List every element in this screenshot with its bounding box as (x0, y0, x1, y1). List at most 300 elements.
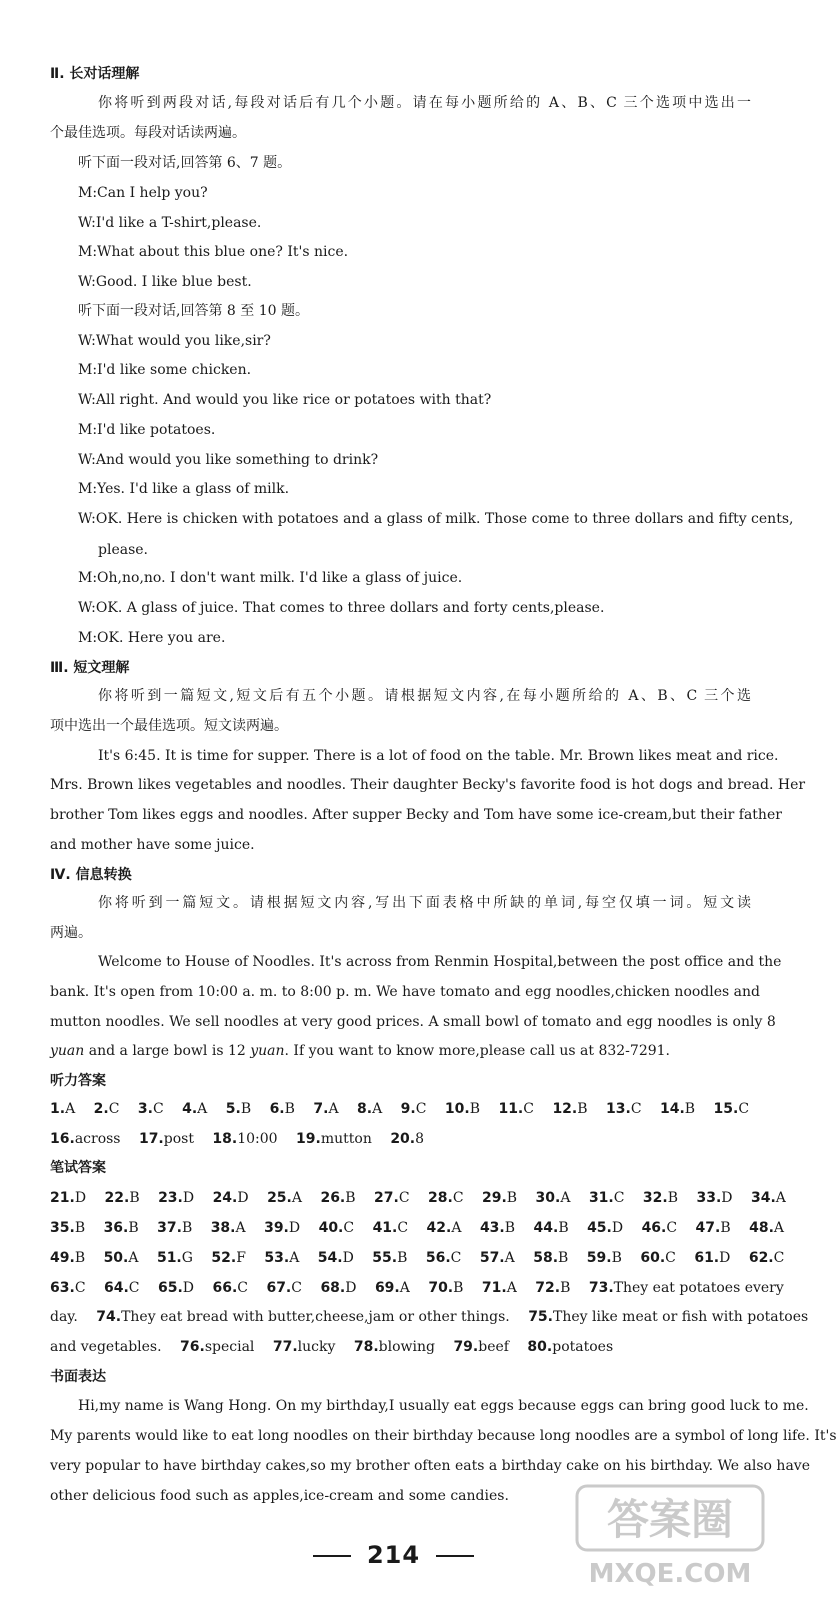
answer-number: 17. (138, 1131, 164, 1147)
answer-item (480, 1220, 515, 1236)
passage-line: and mother have some juice. (50, 837, 255, 853)
dialogue-intro: 听下面一段对话,回答第 6、7 题。 (78, 155, 292, 171)
answer-number: 12. (552, 1101, 578, 1117)
page-number-dash (436, 1555, 474, 1557)
answer-value: C (152, 1101, 164, 1117)
answer-item (157, 1220, 192, 1236)
answer-number: 36. (103, 1220, 129, 1236)
instruction-line: 项中选出一个最佳选项。短文读两遍。 (50, 718, 288, 734)
answer-item (606, 1101, 642, 1117)
answer-number: 18. (212, 1131, 238, 1147)
passage-line: It's 6:45. It is time for supper. There is a lot of food on the table. Mr. Brown likes meat and rice. (98, 748, 779, 764)
dialogue-line: W:What would you like,sir? (78, 333, 271, 349)
answer-item (226, 1101, 251, 1117)
answer-item (643, 1190, 678, 1206)
passage-line: bank. It's open from 10:00 a. m. to 8:00 p. m. We have tomato and egg noodles,chicken noodles and (50, 984, 760, 1000)
answer-value: B (684, 1101, 696, 1117)
answer-item (357, 1101, 382, 1117)
answer-value: D (342, 1250, 354, 1266)
answer-number: 71. (481, 1280, 507, 1296)
answer-value: B (284, 1101, 295, 1117)
answer-item (50, 1280, 86, 1296)
answer-value: D (288, 1220, 301, 1236)
answer-number: 2. (93, 1101, 109, 1117)
answer-item (104, 1220, 139, 1236)
essay-line: My parents would like to eat long noodles on their birthday because long noodles are a symbol of long life. It's (50, 1428, 837, 1444)
answer-number: 11. (498, 1101, 524, 1117)
dialogue-line: W:And would you like something to drink? (78, 452, 379, 468)
dialogue-intro: 听下面一段对话,回答第 8 至 10 题。 (78, 303, 309, 319)
answer-value: B (397, 1250, 408, 1266)
answer-value: D (74, 1190, 87, 1206)
dialogue-line: M:Yes. I'd like a glass of milk. (78, 481, 290, 497)
listening-answers-heading: 听力答案 (50, 1073, 106, 1089)
answer-value: C (237, 1280, 248, 1296)
answer-item (50, 1339, 162, 1355)
answer-number: 6. (269, 1101, 285, 1117)
answer-number: 66. (212, 1280, 238, 1296)
answer-value: C (128, 1280, 140, 1296)
answer-number: 79. (453, 1339, 479, 1355)
watermark-text-top: 答案圈 (606, 1495, 734, 1544)
answer-value: A (773, 1220, 785, 1236)
answer-number: 33. (696, 1190, 722, 1206)
answer-row (50, 1127, 751, 1153)
answer-item (373, 1220, 409, 1236)
answer-value: D (611, 1220, 624, 1236)
dialogue-line: W:OK. Here is chicken with potatoes and a glass of milk. Those come to three dollars and fifty cents, (78, 511, 794, 527)
answer-number: 50. (103, 1250, 129, 1266)
answer-value: D (237, 1190, 249, 1206)
answer-number: 60. (640, 1250, 666, 1266)
answer-value: C (291, 1280, 302, 1296)
answer-item (313, 1101, 338, 1117)
answer-number: 41. (372, 1220, 398, 1236)
answer-number: 8. (357, 1101, 373, 1117)
answer-value: B (504, 1220, 516, 1236)
instruction-line: 个最佳选项。每段对话读两遍。 (50, 125, 246, 141)
answer-value: and vegetables. (50, 1339, 162, 1355)
answer-value: across (74, 1131, 121, 1147)
answer-item (587, 1250, 622, 1266)
answer-number: 51. (156, 1250, 182, 1266)
answer-value: They eat potatoes every (613, 1280, 784, 1296)
answer-value: D (345, 1280, 357, 1296)
answer-item (589, 1280, 784, 1296)
instruction-line: 你将听到一篇短文,短文后有五个小题。请根据短文内容,在每小题所给的 A、B、C 三个选 (98, 688, 751, 704)
answer-number: 45. (587, 1220, 612, 1236)
answer-item (401, 1101, 427, 1117)
answer-item (94, 1101, 120, 1117)
answer-number: 74. (96, 1309, 122, 1325)
answer-number: 37. (157, 1220, 182, 1236)
dialogue-line: W:OK. A glass of juice. That comes to three dollars and forty cents,please. (78, 600, 605, 616)
passage-line: mutton noodles. We sell noodles at very good prices. A small bowl of tomato and egg noodles is only 8 (50, 1014, 776, 1030)
answer-row (50, 1305, 809, 1331)
answer-number: 29. (481, 1190, 507, 1206)
answer-number: 4. (182, 1101, 198, 1117)
answer-value: A (399, 1280, 410, 1296)
answer-value: C (74, 1280, 86, 1296)
section-heading-long-dialogue: Ⅱ. 长对话理解 (50, 66, 140, 82)
answer-value: B (453, 1280, 464, 1296)
answer-number: 52. (211, 1250, 237, 1266)
answer-value: A (197, 1101, 208, 1117)
answer-number: 27. (374, 1190, 399, 1206)
answer-value: D (721, 1190, 733, 1206)
answer-item (138, 1101, 164, 1117)
italic-word: yuan (250, 1043, 285, 1059)
answer-item (587, 1220, 623, 1236)
answer-value: lucky (297, 1339, 336, 1355)
answer-value: C (415, 1101, 427, 1117)
answer-item (50, 1309, 78, 1325)
answer-number: 68. (320, 1280, 346, 1296)
answer-item (535, 1280, 570, 1296)
answer-item (480, 1250, 515, 1266)
answer-value: F (236, 1250, 246, 1266)
passage-line: brother Tom likes eggs and noodles. After supper Becky and Tom have some ice-cream,but their father (50, 807, 782, 823)
answer-value: B (240, 1101, 252, 1117)
answer-number: 9. (400, 1101, 416, 1117)
answer-number: 61. (694, 1250, 720, 1266)
dialogue-line: W:Good. I like blue best. (78, 274, 252, 290)
dialogue-line-continued: please. (98, 542, 148, 558)
answer-value: special (204, 1339, 255, 1355)
answer-item (527, 1339, 613, 1355)
section-heading-info-transfer: Ⅳ. 信息转换 (50, 867, 132, 883)
dialogue-line: M:What about this blue one? It's nice. (78, 244, 349, 260)
answer-value: C (452, 1190, 464, 1206)
answer-value: D (182, 1190, 195, 1206)
answer-value: C (773, 1250, 785, 1266)
answer-value: potatoes (552, 1339, 614, 1355)
page-number-value: 214 (366, 1541, 421, 1569)
answer-number: 58. (533, 1250, 559, 1266)
answer-value: 10:00 (237, 1131, 278, 1147)
answer-number: 49. (50, 1250, 75, 1266)
answer-number: 24. (212, 1190, 238, 1206)
answer-item (267, 1190, 302, 1206)
answer-value: 8 (415, 1131, 425, 1147)
answer-item (428, 1280, 463, 1296)
answer-value: A (128, 1250, 139, 1266)
answer-number: 34. (750, 1190, 776, 1206)
answer-item (640, 1250, 676, 1266)
answer-item (157, 1250, 193, 1266)
answer-value: day. (50, 1309, 78, 1325)
answer-item (749, 1220, 784, 1236)
answer-number: 75. (528, 1309, 553, 1325)
passage-text: and a large bowl is 12 (84, 1043, 251, 1059)
answer-value: C (665, 1250, 676, 1266)
answer-item (182, 1101, 207, 1117)
answer-number: 23. (158, 1190, 183, 1206)
answer-item (211, 1220, 246, 1236)
answer-number: 1. (50, 1101, 66, 1117)
answer-item (270, 1101, 295, 1117)
answer-item (158, 1280, 194, 1296)
answer-item (552, 1101, 587, 1117)
passage-line: Welcome to House of Noodles. It's across from Renmin Hospital,between the post office and the (98, 954, 782, 970)
answer-item (105, 1190, 140, 1206)
answer-item (264, 1220, 300, 1236)
section-heading-passage: Ⅲ. 短文理解 (50, 660, 130, 676)
answer-number: 69. (374, 1280, 400, 1296)
dialogue-line: W:I'd like a T-shirt,please. (78, 215, 262, 231)
answer-value: A (451, 1220, 462, 1236)
answer-number: 39. (264, 1220, 289, 1236)
answer-item (50, 1101, 75, 1117)
answer-item (482, 1190, 517, 1206)
answer-number: 16. (50, 1131, 75, 1147)
answer-number: 44. (533, 1220, 559, 1236)
answer-value: D (182, 1280, 195, 1296)
answer-number: 40. (318, 1220, 344, 1236)
answer-row (50, 1097, 751, 1123)
answer-number: 72. (535, 1280, 561, 1296)
answer-number: 55. (372, 1250, 398, 1266)
answer-value: C (397, 1220, 409, 1236)
answer-item (453, 1339, 509, 1355)
answer-item (213, 1190, 249, 1206)
answer-item (211, 1250, 246, 1266)
answer-item (50, 1220, 85, 1236)
instruction-line: 两遍。 (50, 925, 92, 941)
answer-item (266, 1280, 302, 1296)
answer-item (212, 1280, 248, 1296)
answer-item (694, 1250, 730, 1266)
answer-value: A (328, 1101, 339, 1117)
answer-item (354, 1339, 435, 1355)
answer-item (696, 1220, 731, 1236)
answer-value: C (523, 1101, 534, 1117)
answer-value: A (504, 1250, 515, 1266)
passage-line: Mrs. Brown likes vegetables and noodles. Their daughter Becky's favorite food is hot dogs and bread. Her (50, 777, 806, 793)
answer-item (533, 1250, 568, 1266)
answer-value: A (506, 1280, 517, 1296)
answer-item (536, 1190, 571, 1206)
written-answers-heading: 笔试答案 (50, 1160, 106, 1176)
answer-item (273, 1339, 336, 1355)
answer-value: B (667, 1190, 679, 1206)
answer-item (50, 1250, 85, 1266)
answer-value: They eat bread with butter,cheese,jam or other things. (121, 1309, 510, 1325)
answer-number: 48. (749, 1220, 774, 1236)
answer-value: They like meat or fish with potatoes (553, 1309, 809, 1325)
answer-number: 26. (320, 1190, 346, 1206)
answer-number: 13. (606, 1101, 631, 1117)
answer-number: 59. (586, 1250, 612, 1266)
answer-number: 20. (390, 1131, 416, 1147)
answer-value: B (560, 1280, 571, 1296)
answer-item (427, 1220, 462, 1236)
answer-number: 67. (266, 1280, 292, 1296)
answer-number: 56. (425, 1250, 451, 1266)
answer-number: 78. (353, 1339, 379, 1355)
answer-item (374, 1190, 410, 1206)
answer-number: 80. (527, 1339, 553, 1355)
answer-number: 30. (535, 1190, 561, 1206)
answer-item (50, 1190, 86, 1206)
answer-value: C (738, 1101, 750, 1117)
answer-value: B (558, 1250, 569, 1266)
italic-word: yuan (50, 1043, 85, 1059)
answer-item (428, 1190, 464, 1206)
answer-value: B (611, 1250, 622, 1266)
answer-item (319, 1220, 355, 1236)
answer-item (139, 1131, 194, 1147)
answer-row (50, 1276, 784, 1302)
answer-value: A (775, 1190, 786, 1206)
answer-item (696, 1190, 732, 1206)
answer-value: B (129, 1190, 140, 1206)
answer-value: B (74, 1220, 86, 1236)
answer-row (50, 1246, 785, 1272)
answer-number: 7. (313, 1101, 329, 1117)
answer-number: 65. (157, 1280, 183, 1296)
answer-value: C (613, 1190, 625, 1206)
page-number-dash (313, 1555, 351, 1557)
answer-item (749, 1250, 785, 1266)
answer-value: B (720, 1220, 731, 1236)
dialogue-line: M:I'd like potatoes. (78, 422, 216, 438)
answer-value: mutton (320, 1131, 372, 1147)
answer-value: A (235, 1220, 246, 1236)
answer-item (50, 1131, 121, 1147)
answer-item (104, 1280, 140, 1296)
answer-value: B (74, 1250, 86, 1266)
answer-number: 28. (428, 1190, 453, 1206)
answer-row (50, 1186, 786, 1212)
answer-value: C (630, 1101, 642, 1117)
answer-number: 21. (50, 1190, 75, 1206)
answer-value: C (343, 1220, 355, 1236)
answer-row (50, 1216, 785, 1242)
instruction-line: 你将听到一篇短文。请根据短文内容,写出下面表格中所缺的单词,每空仅填一词。短文读 (98, 895, 751, 911)
answer-value: B (577, 1101, 588, 1117)
answer-value: B (469, 1101, 480, 1117)
answer-item (482, 1280, 517, 1296)
answer-number: 32. (642, 1190, 668, 1206)
dialogue-line: M:Oh,no,no. I don't want milk. I'd like a glass of juice. (78, 570, 463, 586)
answer-number: 22. (104, 1190, 130, 1206)
answer-value: B (128, 1220, 139, 1236)
answer-item (528, 1309, 808, 1325)
answer-value: C (108, 1101, 120, 1117)
answer-item (264, 1250, 299, 1266)
answer-item (104, 1250, 139, 1266)
answer-number: 5. (225, 1101, 241, 1117)
answer-item (320, 1280, 356, 1296)
dialogue-line: M:I'd like some chicken. (78, 362, 252, 378)
answer-value: B (558, 1220, 569, 1236)
answer-number: 15. (713, 1101, 739, 1117)
answer-item (660, 1101, 695, 1117)
answer-item (589, 1190, 625, 1206)
watermark-logo (575, 1482, 765, 1592)
answer-number: 10. (444, 1101, 470, 1117)
instruction-line: 你将听到两段对话,每段对话后有几个小题。请在每小题所给的 A、B、C 三个选项中选出一 (98, 95, 751, 111)
answer-item (426, 1250, 462, 1266)
answer-number: 70. (428, 1280, 454, 1296)
dialogue-line: M:Can I help you? (78, 185, 208, 201)
answer-value: post (163, 1131, 194, 1147)
answer-value: beef (478, 1339, 509, 1355)
answer-item (642, 1220, 678, 1236)
dialogue-line: M:OK. Here you are. (78, 630, 226, 646)
answer-value: blowing (378, 1339, 435, 1355)
essay-line: very popular to have birthday cakes,so my brother often eats a birthday cake on his birthday. We also have (50, 1458, 810, 1474)
answer-value: G (181, 1250, 193, 1266)
answer-value: A (372, 1101, 383, 1117)
answer-number: 25. (267, 1190, 292, 1206)
essay-line: Hi,my name is Wang Hong. On my birthday,I usually eat eggs because eggs can bring good luck to me. (78, 1398, 809, 1414)
answer-item (372, 1250, 407, 1266)
answer-item (320, 1190, 355, 1206)
answer-item (390, 1131, 424, 1147)
answer-number: 19. (296, 1131, 321, 1147)
answer-number: 35. (50, 1220, 75, 1236)
answer-number: 62. (748, 1250, 774, 1266)
writing-heading: 书面表达 (50, 1369, 106, 1385)
answer-item (212, 1131, 277, 1147)
answer-number: 46. (641, 1220, 667, 1236)
dialogue-line: W:All right. And would you like rice or potatoes with that? (78, 392, 492, 408)
passage-text: . If you want to know more,please call us at 832-7291. (284, 1043, 670, 1059)
answer-number: 63. (50, 1280, 75, 1296)
answer-number: 57. (479, 1250, 505, 1266)
answer-number: 38. (210, 1220, 236, 1236)
answer-item (96, 1309, 509, 1325)
answer-value: A (65, 1101, 76, 1117)
answer-number: 3. (137, 1101, 153, 1117)
answer-number: 14. (659, 1101, 685, 1117)
answer-value: A (289, 1250, 300, 1266)
answer-number: 64. (103, 1280, 129, 1296)
answer-item (714, 1101, 750, 1117)
answer-item (534, 1220, 569, 1236)
answer-item (375, 1280, 410, 1296)
answer-item (180, 1339, 254, 1355)
answer-number: 54. (317, 1250, 343, 1266)
answer-number: 47. (695, 1220, 721, 1236)
answer-value: B (506, 1190, 518, 1206)
answer-value: A (291, 1190, 302, 1206)
answer-item (498, 1101, 534, 1117)
essay-line: other delicious food such as apples,ice-cream and some candies. (50, 1488, 509, 1504)
answer-number: 42. (426, 1220, 452, 1236)
answer-number: 76. (180, 1339, 205, 1355)
answer-number: 73. (588, 1280, 614, 1296)
answer-number: 77. (272, 1339, 298, 1355)
answer-item (751, 1190, 786, 1206)
watermark-text-bottom: MXQE.COM (588, 1559, 752, 1589)
answer-value: C (398, 1190, 410, 1206)
answer-row (50, 1335, 751, 1361)
answer-value: A (560, 1190, 571, 1206)
answer-number: 43. (479, 1220, 505, 1236)
answer-value: C (666, 1220, 678, 1236)
answer-item (158, 1190, 194, 1206)
answer-item (318, 1250, 354, 1266)
answer-number: 53. (264, 1250, 290, 1266)
answer-value: B (345, 1190, 356, 1206)
answer-item (296, 1131, 372, 1147)
answer-number: 31. (588, 1190, 614, 1206)
answer-item (445, 1101, 480, 1117)
passage-line (50, 1039, 751, 1065)
